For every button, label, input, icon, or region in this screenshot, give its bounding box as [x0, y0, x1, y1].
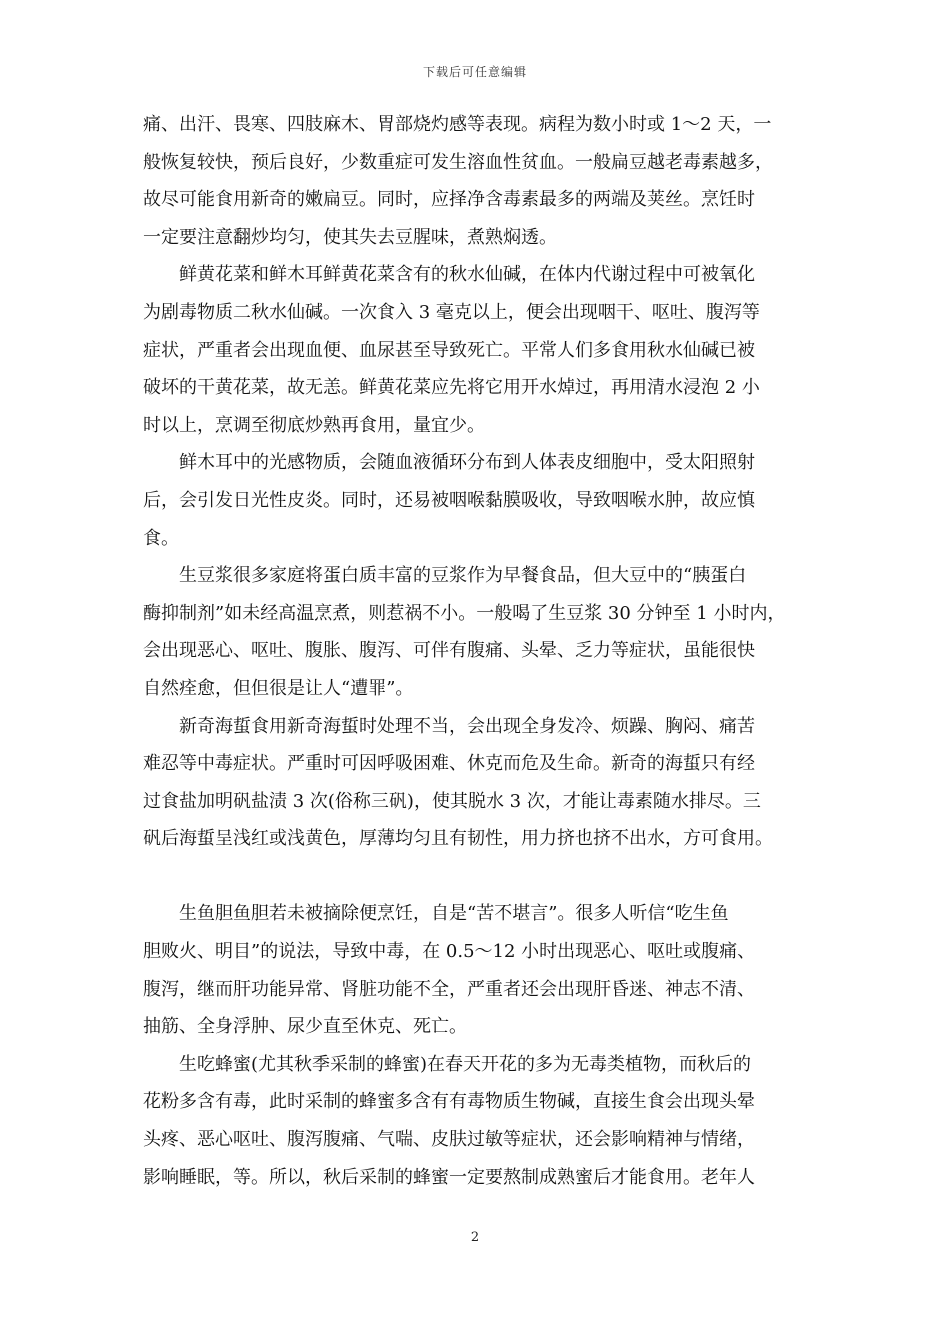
text-line: 自然痊愈，但但很是让人“遭罪”。	[143, 677, 414, 699]
text-line: 会出现恶心、呕吐、腹胀、腹泻、可伴有腹痛、头晕、乏力等症状，虽能很快	[143, 640, 755, 662]
text-line: 鲜黄花菜和鲜木耳鲜黄花菜含有的秋水仙碱，在体内代谢过程中可被氧化	[143, 264, 755, 286]
text-line: 生鱼胆鱼胆若未被摘除便烹饪，自是“苦不堪言”。很多人听信“吃生鱼	[143, 903, 729, 925]
text-line: 痛、出汗、畏寒、四肢麻木、胃部烧灼感等表现。病程为数小时或 1～2 天，一	[143, 114, 772, 135]
text-line: 影响睡眠，等。所以，秋后采制的蜂蜜一定要熬制成熟蜜后才能食用。老年人	[143, 1166, 755, 1188]
text-line: 头疼、恶心呕吐、腹泻腹痛、气喘、皮肤过敏等症状，还会影响精神与情绪，	[143, 1129, 755, 1151]
text-line: 食。	[143, 527, 179, 549]
text-line: 一定要注意翻炒均匀，使其失去豆腥味，煮熟焖透。	[143, 226, 557, 248]
text-line: 时以上，烹调至彻底炒熟再食用，量宜少。	[143, 414, 485, 436]
text-line: 般恢复较快，预后良好，少数重症可发生溶血性贫血。一般扁豆越老毒素越多，	[143, 151, 773, 173]
blank-line	[143, 858, 828, 896]
page-number: 2	[470, 1230, 480, 1245]
text-line: 抽筋、全身浮肿、尿少直至休克、死亡。	[143, 1016, 467, 1038]
text-line: 生吃蜂蜜(尤其秋季采制的蜂蜜)在春天开花的多为无毒类植物，而秋后的	[143, 1053, 752, 1075]
text-line: 胆败火、明目”的说法，导致中毒，在 0.5～12 小时出现恶心、呕吐或腹痛、	[143, 941, 756, 963]
text-line: 花粉多含有毒，此时采制的蜂蜜多含有有毒物质生物碱，直接生食会出现头晕	[143, 1091, 755, 1113]
text-line: 难忍等中毒症状。严重时可因呼吸困难、休克而危及生命。新奇的海蜇只有经	[143, 753, 755, 775]
text-line: 酶抑制剂”如未经高温烹煮，则惹祸不小。一般喝了生豆浆 30 分钟至 1 小时内，	[143, 602, 786, 624]
text-line: 症状，严重者会出现血便、血尿甚至导致死亡。平常人们多食用秋水仙碱已被	[143, 339, 755, 361]
text-line: 鲜木耳中的光感物质，会随血液循环分布到人体表皮细胞中，受太阳照射	[143, 452, 755, 474]
page-header: 下载后可任意编辑	[422, 65, 527, 79]
text-line: 新奇海蜇食用新奇海蜇时处理不当，会出现全身发冷、烦躁、胸闷、痛苦	[143, 715, 755, 737]
text-line: 为剧毒物质二秋水仙碱。一次食入 3 毫克以上，便会出现咽干、呕吐、腹泻等	[143, 301, 760, 323]
text-line: 过食盐加明矾盐渍 3 次(俗称三矾)，使其脱水 3 次，才能让毒素随水排尽。三	[143, 790, 761, 812]
text-line: 故尽可能食用新奇的嫩扁豆。同时，应择净含毒素最多的两端及荚丝。烹饪时	[143, 189, 755, 211]
body-text	[143, 106, 828, 1196]
text-line: 矾后海蜇呈浅红或浅黄色，厚薄均匀且有韧性，用力挤也挤不出水，方可食用。	[143, 828, 773, 850]
text-line: 腹泻，继而肝功能异常、肾脏功能不全，严重者还会出现肝昏迷、神志不清、	[143, 978, 755, 1000]
text-line: 破坏的干黄花菜，故无恙。鲜黄花菜应先将它用开水焯过，再用清水浸泡 2 小	[143, 377, 760, 399]
text-line: 后，会引发日光性皮炎。同时，还易被咽喉黏膜吸收，导致咽喉水肿，故应慎	[143, 489, 755, 511]
text-line: 生豆浆很多家庭将蛋白质丰富的豆浆作为早餐食品，但大豆中的“胰蛋白	[143, 565, 747, 587]
